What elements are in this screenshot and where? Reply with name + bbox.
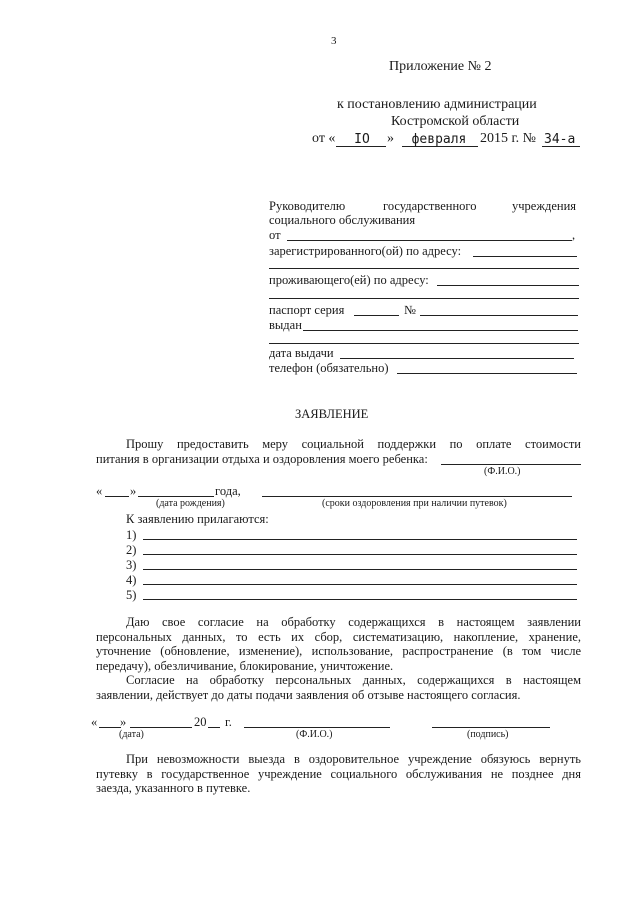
from-field[interactable] [287, 240, 572, 241]
consent-paragraph [96, 615, 581, 673]
request-line-1: Прошу предоставить меру социальной поддержки по оплате стоимости [126, 437, 581, 451]
attachment-4-label: 4) [126, 573, 137, 587]
day-close-quote: » [387, 131, 394, 146]
final-paragraph [96, 752, 581, 796]
issued-field-2[interactable] [269, 343, 579, 344]
attachment-3-field[interactable] [143, 569, 577, 570]
residing-field-1[interactable] [437, 285, 579, 286]
sign-fio-caption: (Ф.И.О.) [296, 729, 333, 740]
issued-field-1[interactable] [303, 330, 578, 331]
attachment-4-field[interactable] [143, 584, 577, 585]
sign-year-prefix: 20 [194, 715, 207, 729]
day-handwritten: IO [354, 132, 370, 147]
sign-open-quote: « [91, 715, 98, 729]
attachment-5-label: 5) [126, 588, 137, 602]
passport-number-label: № [404, 303, 416, 317]
birth-month-field[interactable] [138, 496, 214, 497]
issued-label: выдан [269, 318, 302, 332]
attachment-5-field[interactable] [143, 599, 577, 600]
phone-label: телефон (обязательно) [269, 361, 389, 375]
passport-number-field[interactable] [420, 315, 578, 316]
birth-close-quote: » [130, 484, 137, 498]
attachment-3-label: 3) [126, 558, 137, 572]
registered-field-1[interactable] [473, 256, 577, 257]
month-underline [402, 146, 478, 147]
request-line-2: питания в организации отдыха и оздоровления моего ребенка: [96, 452, 428, 466]
attachment-1-field[interactable] [143, 539, 577, 540]
number-handwritten: 34-а [544, 132, 576, 147]
year-number-label: 2015 г. № [480, 131, 537, 146]
from-field-label: от [269, 228, 281, 242]
from-label: от « [312, 131, 336, 146]
birth-year-label: года, [215, 484, 241, 498]
passport-series-label: паспорт серия [269, 303, 345, 317]
addressee-word2: государственного [383, 199, 477, 213]
validity-line-2: заявлении, действует до даты подачи заявления об отзыве настоящего согласия. [96, 687, 521, 702]
sign-date-caption: (дата) [119, 729, 144, 740]
sign-year-field[interactable] [208, 727, 220, 728]
consent-line-2: персональных данных, то есть их сбор, систематизацию, накопление, хранение, [96, 629, 581, 644]
page-number: 3 [331, 35, 337, 47]
consent-line-3: уточнение (обновление, изменение), использование, распространение (в том числе [96, 644, 581, 658]
recovery-terms-field[interactable] [262, 496, 572, 497]
final-line-3: заезда, указанного в путевке. [96, 781, 251, 795]
sign-close-quote: » [120, 715, 127, 729]
signature-field[interactable] [432, 727, 550, 728]
residing-label: проживающего(ей) по адресу: [269, 273, 429, 287]
final-line-1: При невозможности выезда в оздоровительное учреждение обязуюсь вернуть [126, 752, 581, 766]
sign-fio-field[interactable] [244, 727, 390, 728]
child-name-caption: (Ф.И.О.) [484, 466, 521, 477]
appendix-line1: к постановлению администрации [337, 97, 537, 112]
appendix-line2: Костромской области [391, 114, 520, 129]
attachment-2-field[interactable] [143, 554, 577, 555]
appendix-date-line [312, 132, 612, 150]
final-line-2: путевку в государственное учреждение социального обслуживания не позднее дня [96, 766, 581, 781]
registered-field-2[interactable] [269, 268, 579, 269]
from-field-comma: , [572, 228, 576, 242]
phone-field[interactable] [397, 373, 577, 374]
attached-label: К заявлению прилагаются: [126, 512, 269, 526]
consent-validity-paragraph [96, 673, 581, 702]
sign-month-field[interactable] [130, 727, 192, 728]
consent-line-1: Даю свое согласие на обработку содержащихся в настоящем заявлении [126, 615, 581, 629]
issue-date-field[interactable] [340, 358, 574, 359]
sign-caption: (подпись) [467, 729, 509, 740]
validity-line-1: Согласие на обработку персональных данных, содержащихся в настоящем [126, 673, 581, 687]
child-name-field[interactable] [441, 464, 581, 465]
birth-open-quote: « [96, 484, 103, 498]
registered-label: зарегистрированного(ой) по адресу: [269, 244, 462, 258]
birth-day-field[interactable] [105, 496, 129, 497]
terms-caption: (сроки оздоровления при наличии путевок) [322, 498, 507, 509]
birth-date-caption: (дата рождения) [156, 498, 225, 509]
day-underline [336, 146, 386, 147]
appendix-title: Приложение № 2 [389, 59, 492, 74]
passport-series-field[interactable] [354, 315, 399, 316]
attachment-2-label: 2) [126, 543, 137, 557]
residing-field-2[interactable] [269, 298, 579, 299]
addressee-word3: учреждения [512, 199, 577, 213]
addressee-word1: Руководителю [269, 199, 346, 213]
month-handwritten: февраля [411, 132, 467, 147]
attachment-1-label: 1) [126, 528, 137, 542]
addressee-line2: социального обслуживания [269, 213, 416, 227]
statement-title: ЗАЯВЛЕНИЕ [295, 407, 369, 421]
consent-line-4: передачу), обезличивание, блокирование, уничтожение. [96, 658, 394, 673]
sign-year-suffix: г. [225, 715, 232, 729]
issue-date-label: дата выдачи [269, 346, 334, 360]
sign-day-field[interactable] [99, 727, 121, 728]
number-underline [542, 146, 580, 147]
